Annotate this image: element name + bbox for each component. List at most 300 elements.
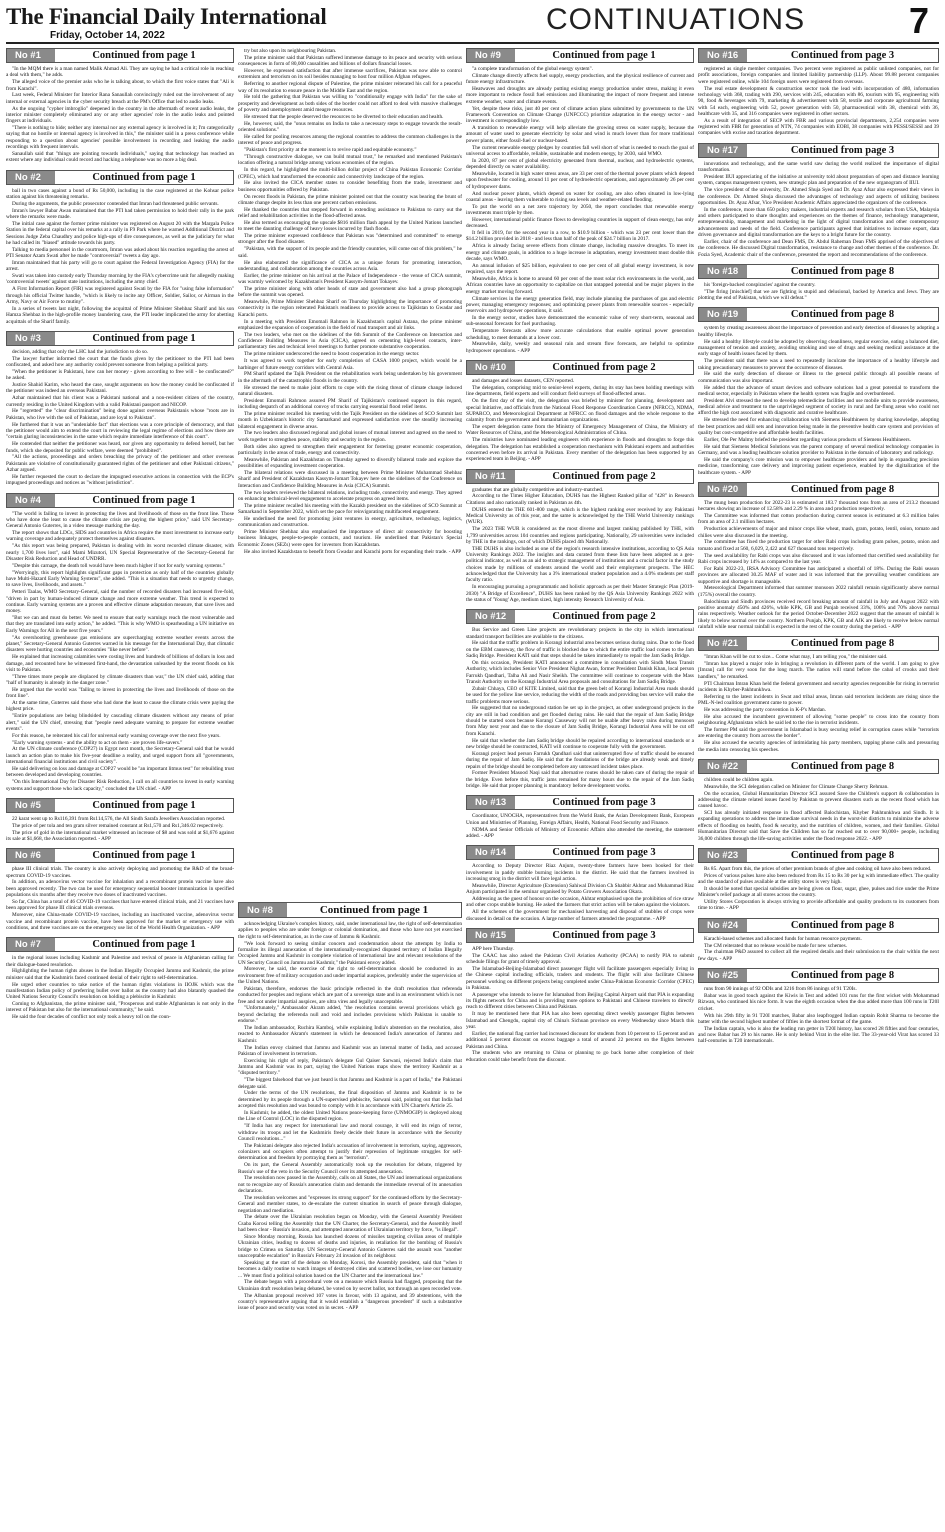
- story-paragraph: He thanked the countries that stepped forward in extending assistance to Pakistan to carry out the relief and rehabilitation activities in the flood-affected areas.: [238, 206, 462, 220]
- story-paragraph: "a complete transformation of the global energy system".: [472, 66, 594, 72]
- story-paragraph: He also termed as encouraging the upscale $816 million flash appeal by the United Nations launched to meet the daunting challenge of heavy losses incurred by flash floods.: [238, 219, 462, 233]
- story-paragraph: The alleged voice of the premier asks who he is talking about, to which the first voice states that "Ali is from Karachi".: [6, 79, 234, 92]
- continuation-story: [6, 331, 234, 487]
- story-paragraph: Imran maintained that his party will go to court against the Federal Investigation Agency (FIA) for the arrest.: [6, 259, 234, 273]
- story-paragraph: and damages and losses datasets, CEN reported.: [472, 378, 575, 385]
- story-paragraph: For Rabi 2022-23, IRSA Advisory Committee has anticipated a shortfall of 18%. During the Rabi season provinces are allocated 30.25 MAF of water and it was informed that the prevailing weather conditions are supportive and shortage is manageable.: [698, 565, 939, 585]
- story-paragraph: It should be noted that special subsidies are being given on flour, sugar, ghee, pulses and rice under the Prime Minister's relief package at all stores across the country.: [698, 885, 939, 899]
- story-paragraph: President Alvi stressed the need to develop telemedicine facilities and use mobile units to provide awareness, medical advice and treatment to the unprivileged segment of society in rural and far-flung areas who could not afford the high cost associated with diagnostic and curative healthcare.: [698, 397, 939, 417]
- story-continued-from: Continued from page 3: [552, 847, 656, 859]
- story-paragraph: He said the early detection of disease or illness to the general public through all possible means of communication was also important.: [698, 371, 939, 384]
- story-paragraph: For this reason, he reiterated his call for universal early warning coverage over the next five years.: [12, 732, 221, 739]
- story-continued-from: Continued from page 1: [92, 799, 196, 811]
- story-header: [238, 902, 462, 918]
- story-paragraph: Climate services in the energy generation field, may include planning the purchases of gas and electric power, managing emergency responses; and optimizing power plants from renewable sources - especially reservoirs and hydropower operations, it said.: [466, 295, 694, 315]
- story-paragraph: Yet, despite these risks, just 40 per cent of climate action plans submitted by governments to the UN Framework Convention on Climate Change (UNFCCC) prioritize adaptation in the energy sector - and investment is correspondingly low.: [466, 105, 694, 125]
- story-paragraph: During the arguments, the public prosecutor contended that Imran had threatened public servants.: [12, 200, 219, 207]
- story-header: [698, 48, 939, 63]
- story-paragraph: Utility Stores Corporation is always striving to provide affordable and quality products to its customers from time to time. - APP: [698, 899, 939, 912]
- story-paragraph: At the UN climate conference (COP27) in Egypt next month, the Secretary-General said that he would launch an action plan to make his five-year deadline a reality, and urged support from all "governments, international financial institutions and civil society".: [6, 746, 234, 766]
- story-paragraph: Referring to another regional dispute of Palestine, the prime minister reiterated his call for a peaceful way of its resolution to ensure peace in the Middle East and the region.: [238, 81, 462, 94]
- continuation-story: [698, 848, 939, 912]
- story-paragraph: He stressed the need for enhancing collaboration with Siemens Healthineers by sharing knowledge, adopting the best practices and skill sets and innovation being made in the preventive health care system and provision of quality but cost-competitive and affordable health facilities.: [698, 417, 939, 436]
- story-paragraph: APP here Thursday.: [472, 945, 515, 952]
- story-number-tag: No #2: [7, 171, 55, 184]
- continuation-story: [6, 848, 234, 931]
- story-paragraph: 22 karat went up to Rs116,391 from Rs114,576, the All Sindh Sarafa Jewellers Association reported.: [12, 815, 226, 822]
- story-number-tag: No #17: [699, 144, 747, 157]
- story-paragraph: So far, China has a total of 46 COVID-19 vaccines that have entered clinical trials, and 21 vaccines have been approved for phase III clinical trials overseas.: [6, 898, 234, 912]
- column-4: [698, 48, 939, 1526]
- story-continued-from: Continued from page 2: [552, 362, 656, 374]
- story-paragraph: his 'foreign-backed conspiracies' against the country.: [704, 281, 816, 288]
- story-paragraph: runs from 90 innings of 92 ODIs and 3216 from 86 innings of 91 T20Is.: [704, 986, 857, 993]
- story-paragraph: The price of per tola and ten gram silver remained constant at Rs1,570 and Rs1,346.02 respectively.: [12, 822, 224, 829]
- story-paragraph: Climate change directly affects fuel supply, energy production, and the physical resilience of current and future energy infrastructure.: [466, 72, 694, 86]
- story-paragraph: A passenger who intends to leave for Islamabad from Beijing Capital Airport said that PIA is expanding its flights network for China and is providing more options to Pakistani and Chinese travelers to directly reach to different cities between China and Pakistan.: [466, 991, 694, 1011]
- story-paragraph: In a series of tweets last night, following the acquittal of Prime Minister Shehbaz Sharif and his son Hamza Shehbaz in the high-profile money laundering case, the PTI leader implicated the army for abetting acquittals of the Sharif family.: [6, 305, 234, 325]
- story-paragraph: In a meeting with President Emomali Rahmon in Kazakhstan's capital Astana, the prime minister emphasized the expansion of cooperation in the field of road transport and air links.: [238, 318, 462, 331]
- story-paragraph: In encouraging pursuing a programmatic and holistic approach as per their Master Strategic Plan (2019-2030) "A Bridge of Excellence", DUHS has been ranked by the QS Asia University Rankings 2022 with the status of 'Young' Age, medium sized, high intensity Research University of Asia.: [466, 584, 694, 603]
- story-header: [6, 331, 234, 346]
- continuation-story: [698, 143, 939, 258]
- story-header: [466, 795, 694, 810]
- story-paragraph: According to the Times Higher Education, DUHS has the Highest Ranked pillar of "428" in Research Citations and also nationally ranked in Pakistan as 4th.: [466, 493, 694, 506]
- story-continued-from: Continued from page 2: [552, 611, 656, 623]
- story-paragraph: The delegation, comprising mid to senior-level experts, during its stay has been holding meetings with line departments, field experts and will conduct field surveys of flood-affected areas.: [466, 384, 694, 398]
- story-number-tag: No #25: [699, 969, 747, 982]
- story-paragraph: He stressed the need to make joint efforts to cope with the rising threat of climate change induced natural disasters.: [238, 384, 462, 397]
- story-paragraph: Highlighting the human rights abuses in the Indian Illegally Occupied Jammu and Kashmir, the prime minister said that the Kashmiris faced continued denial of their right to self-determination.: [6, 968, 234, 981]
- story-paragraph: The CAAC has also asked the Pakistan Civil Aviation Authority (PCAA) to notify PIA to submit schedule filings for grant of timely approval.: [466, 952, 694, 966]
- story-paragraph: On recent floods in Pakistan, the prime minister pointed out that the country was bearing the brunt of climate change despite its less than one percent carbon emissions.: [238, 193, 462, 206]
- story-continued-from: Continued from page 8: [790, 265, 895, 277]
- newspaper-title: The Financial Daily International: [6, 4, 327, 29]
- story-paragraph: The two leaders also discussed regional and global issues of mutual interest and agreed on the need to work together to strengthen peace, stability and security in the region.: [238, 430, 462, 443]
- story-header: [6, 848, 234, 863]
- story-paragraph: The debate began with a procedural vote on a measure which Russia had flagged, proposing that the Ukrainian draft resolution being debated, be voted on by secret ballot, not through an open recorded vote.: [238, 1279, 462, 1292]
- story-paragraph: Meanwhile, Director Agriculture (Extension) Sahiwal Division Ch Shabbir Akhtar and Muhammad Riaz Anjum participated in the seminar organised by Potato Growers Association Okara.: [466, 882, 694, 896]
- continuation-story: [6, 798, 234, 842]
- story-header: [698, 482, 939, 497]
- story-paragraph: Under the terms of the UN resolutions, the final disposition of Jammu and Kashmir is to be determined by its people through a UN-supervised plebiscite, Sarwani said, pointing out that India had accepted this resolution and was bound to comply with it in accordance with UN Charter's Article 25.: [238, 1090, 462, 1110]
- story-continued-from: Continued from page 8: [790, 849, 895, 861]
- story-number-tag: No #5: [7, 799, 55, 812]
- story-paragraph: He also elaborated the significance of CICA as a unique forum for promoting interaction, understanding, and collaboration among the countries across Asia.: [238, 259, 462, 272]
- story-paragraph: Rs 85. Apart from this, the prices of other premium brands of ghee and cooking oil have also been reduced.: [704, 865, 932, 872]
- story-header: [466, 48, 694, 63]
- story-paragraph: "Worryingly, this report highlights significant gaps in protection as only half of the countries globally have Multi-Hazard Early Warning Systems", she added. "This is a situation that needs to urgently change, to save lives, livelihoods, and assets.": [6, 569, 234, 589]
- story-number-tag: No #22: [699, 760, 747, 773]
- story-paragraph: The ministries have nominated leading engineers with experience in floods and droughts to forge this delegation. The delegation has established a cooperation mechanism with Pakistani experts and authorities concerned even before its arrival in Pakistan. Every member of the delegation has been supported by an experienced team in Beijing. - APP: [466, 437, 694, 463]
- story-paragraph: He argued that the world was "failing to invest in protecting the lives and livelihoods of those on the front line".: [6, 686, 234, 700]
- story-paragraph: The mung bean production for 2022-23 is estimated at 183.7 thousand tons from an area of 213.2 thousand hectares showing an increase of 12.58% and 2.29 % in area and production respectively.: [698, 499, 939, 513]
- story-paragraph: The CM reiterated that no release would be made for new schemes.: [704, 942, 847, 949]
- story-paragraph: Moreover, he said, the exercise of the right to self-determination should be conducted in an environment free of military occupation and under impartial auspices, preferably under the supervision of the United Nations.: [238, 966, 462, 986]
- story-paragraph: He said the four decades of conflict not only took a heavy toll on the coun-: [12, 1014, 171, 1021]
- story-paragraph: The vice president of the university, Dr. Ahmed Shuja Syed and Dr. Ayaz Afsar also expressed their views in the conference. Dr. Ahmed Shuja discussed the advantages of technology and aspects of utilizing business opportunities. Dr. Ayaz Afsar, Vice President Academic Affairs appreciated the organizers of the conference.: [698, 187, 939, 206]
- continuation-story: [698, 636, 939, 753]
- story-paragraph: The expert delegation came from the Ministry of Emergency Management of China, the Ministry of Water Resources of China, and the Meteorological Administration of China.: [466, 424, 694, 437]
- story-paragraph: DUHS entered the THE 601-800 range, which is the highest ranking ever received by any Pakistani Medical University as of this year, and the same is acknowledged by the THE World University rankings (WUR).: [466, 506, 694, 526]
- story-paragraph: And nuclear power plants, which depend on water for cooling, are also often situated in low-lying coastal areas - leaving them vulnerable to rising sea levels and weather-related flooding.: [466, 190, 694, 203]
- continuation-story: [466, 469, 694, 604]
- story-paragraph: phase III clinical trials. The country is also actively deploying and promoting the R&D of the broad-spectrum COVID-19 vaccines.: [6, 866, 234, 879]
- story-paragraph: Both sides also agreed to strengthen their engagement for fostering greater economic cooperation, particularly in the areas of trade, energy and connectivity.: [238, 443, 462, 456]
- story-header: [466, 845, 694, 860]
- story-paragraph: He explained that increasing calamities were costing lives and hundreds of billions of dollars in loss and damage, and recounted how he witnessed first-hand, the devastation unleashed by the recent floods on his visit to Pakistan.: [6, 654, 234, 673]
- story-paragraph: He underlined the need for promoting joint ventures in energy, agriculture, technology, logistics, communication and construction.: [238, 515, 462, 529]
- story-paragraph: He furthered that it was an "undeniable fact" that elections was a core principle of democracy, and that the petitioner would aim to extend the court in reviewing the legal regime of elections and how there are "certain glaring inconsistencies in the same which require immediate interference of this court".: [6, 421, 234, 441]
- story-number-tag: No #12: [467, 610, 515, 623]
- story-paragraph: An annual infusion of $25 billion, equivalent to one per cent of all global energy investment, is now required, says the report.: [466, 262, 694, 276]
- story-paragraph: Last week, Federal Minister for Interior Rana Sanaullah convincingly ruled out the involvement of any internal or external agencies in the cyber security breach at the PM's Office that led to audio leaks.: [6, 92, 234, 105]
- story-paragraph: SCI has already initiated response in flood affected Balochistan, Khyber Pakhtunkhwa and Sindh. It is expanding operations to address the immediate survival needs in the worst-hit districts to minimize the adverse effects of flooding on health, food & security, and the nutrition of children, women, and their families. Global Humanitarian Director said that Save the Children has so far reached out to over 90,000+ people, including 36,000 children through the life-saving activities under the flood response 2022. - APP: [698, 810, 939, 842]
- story-paragraph: Earlier, Ole Per Malmy briefed the president regarding various products of Siemens Healthineers.: [704, 436, 911, 443]
- story-paragraph: Earlier, chair of the conference and Dean FMS, Dr. Abdul Raheman Dean FMS apprised of the objectives of the conference. He discussed Digital transformation, resistance to change and other themes of the conference. Dr. Fozia Syed, Academic chair of the conference, presented the report and recommendations of the conference.: [698, 238, 939, 258]
- story-header: [6, 170, 234, 185]
- story-paragraph: Meanwhile, the SCI delegation called on Minister for Climate Change Sherry Rehman.: [704, 783, 889, 790]
- story-header: [698, 968, 939, 983]
- story-paragraph: innovations and technology, and the same world saw during the world realized the importance of digital transformation.: [698, 160, 939, 174]
- story-number-tag: No #10: [467, 361, 515, 374]
- story-number-tag: No #20: [699, 483, 747, 496]
- story-paragraph: On this occasion, President KATI announced a committee in consultation with Sindh Mass Transit Authority, which includes Senior Vice President Nighat Awan, former President Danish Khan, local person Farrukh Qandhari, Talha Ali and Nasir Sheikh. The committee will continue to cooperate with the Mass Transit Authority on the Korangi Industrial Area proposals and consultations for Jam Sadiq Bridge.: [466, 660, 694, 686]
- story-paragraph: He said a healthy lifestyle could be adopted by observing cleanliness, regular exercise, eating a balanced diet, management of tension and anxiety, avoiding smoking and use of drugs and seeking medical assistance at the early stage of health issues faced by them.: [698, 338, 939, 358]
- story-paragraph: system by creating awareness about the importance of prevention and early detection of diseases by adopting a healthy lifestyle.: [698, 325, 939, 338]
- continuation-story: [466, 845, 694, 922]
- continuation-story: [466, 795, 694, 839]
- story-paragraph: Coming to Afghanistan, the prime minister said, "Prosperous and stable Afghanistan is not only in the interest of Pakistan but also for the international community," he said.: [6, 1001, 234, 1014]
- story-header: [6, 937, 234, 952]
- story-number-tag: No #6: [7, 849, 55, 862]
- story-paragraph: The prime minister along with other heads of state and government also had a group photograph before the summit was opened.: [238, 285, 462, 299]
- story-paragraph: The debate over the Ukrainian resolution began on Monday, with the General Assembly President Csaba Korosi telling the Assembly that the UN Charter, the Secretary-General, and the Assembly itself had been clear - Russia's invasion, and attempted annexation of Ukrainian territory by force, "is illegal".: [238, 1214, 462, 1234]
- story-paragraph: The resolution now passed in the Assembly, calls on all States, the UN and international organizations not to recognize any of Russia's annexation claim and demands the immediate reversal of its annexation declaration.: [238, 1175, 462, 1195]
- story-paragraph: bail in two cases against a bond of Rs 50,000, including in the case registered at the Kohsar police station against his threatening remarks.: [6, 187, 234, 200]
- story-paragraph: He suggested that no underground station be set up in the project, as other underground projects in the city are still in bad condition and get flooded during rains. He said that the repair of Jam Sadiq Bridge should be started soon because Korangi Causeway will not be usable after heavy rains during monsoon from May next year and due to the closure of Jam Sadiq Bridge, Korangi Industrial Area will be cut off from Karachi.: [466, 705, 694, 737]
- story-paragraph: The prime minister expressed confidence that Pakistan was "determined and committed" to emerge stronger after the flood disaster.: [238, 233, 462, 246]
- story-paragraph: Africa is already facing severe effects from climate change, including massive droughts. To meet its energy and climate goals, in addition to a huge increase in adaptation, energy investment must double this decade, says WMO.: [466, 243, 694, 262]
- story-paragraph: Coordinator, UNOCHA, representatives from the World Bank, the Asian Development Bank, European Union and Ministries of Planning, Foreign Affairs, Health, National Food Security and Finance.: [466, 813, 694, 826]
- story-paragraph: The Pakistani delegate also rejected India's accusation of involvement in terrorism, saying, aggressors, colonizers and occupiers often attempt to justify their repression of legitimate struggles for self-determination and freedom by portraying them as "terrorism".: [238, 1142, 462, 1162]
- story-paragraph: "Pakistan's first priority at the moment is to revive rapid and equitable economy.": [244, 147, 417, 154]
- continuation-story: [466, 609, 694, 789]
- story-number-tag: No #7: [7, 938, 55, 951]
- story-paragraph: Talking to media personnel in the courtroom, Imran was asked about his reaction regarding the arrest of PTI Senator Azam Swati after he made "controversial" tweets a day ago.: [6, 246, 234, 260]
- story-paragraph: Meanwhile, located in high water stress areas, are 33 per cent of the thermal power plants which depend upon freshwater for cooling, around 11 per cent of hydroelectric operations, and approximately 26 per cent of hydropower dams.: [466, 171, 694, 190]
- story-paragraph: Meanwhile, Prime Minister Shehbaz Sharif on Thursday highlighting the importance of promoting connectivity in the region reiterated Pakistan's readiness to provide access to Tajikistan to Gwadar and Karachi ports.: [238, 299, 462, 318]
- story-paragraph: He added that the advance of smart devices and software solutions had a great potential to transform the medical sector, especially in Pakistan where the health system was fragile and overburdened.: [698, 384, 939, 397]
- story-paragraph: "There is nothing to hide; neither any internal nor any external agency is involved in it; I'm categorically saying that no hostile or internal agency is involved in this," the minister said in a press conference while responding to a question about agencies' possible involvement in recording and leaking the audio recordings with frequent intervals.: [6, 125, 234, 151]
- story-number-tag: No #11: [467, 470, 515, 483]
- story-header: [6, 48, 234, 63]
- story-paragraph: "On this International Day for Disaster Risk Reduction, I call on all countries to invest in early warning systems and support those who lack capacity," concluded the UN chief. - APP: [6, 779, 234, 792]
- story-paragraph: "We look forward to seeing similar concern and condemnation about the attempts by India to formalize its illegal annexation of the internationally-recognized disputed territory of Indian Illegally Occupied Jammu and Kashmir in complete violation of international law and relevant resolutions of the UN Security Council on Jammu and Kashmir," the Pakistani envoy added.: [238, 940, 462, 966]
- story-paragraph: PTI Chairman Imran Khan held the federal government and security agencies responsible for rising in terrorist incidents in Khyber-Pakhtunkhwa.: [698, 680, 939, 693]
- continuation-story: [698, 918, 939, 962]
- story-paragraph: Production achievements of major and minor crops like wheat, mash, gram, potato, lentil, onion, tomato and chilies were also discussed in the meeting.: [698, 526, 939, 539]
- story-paragraph: According to Deputy Director Riaz Anjum, twenty-three farmers have been booked for their involvement in paddy stubble burning incidents in the district. He said that the farmers involved in increasing smog in the district will face legal action.: [466, 863, 694, 882]
- story-paragraph: The price of gold in the international market witnessed an increase of $8 and was sold at $1,676 against its sale at $1,668, the Association reported. - APP: [6, 829, 234, 842]
- story-continued-from: Continued from page 1: [92, 494, 196, 506]
- story-paragraph: "Pakistan, with the support of its people and the friendly countries, will come out of this problem," he said.: [238, 246, 462, 259]
- story-header: [698, 264, 939, 279]
- story-number-tag: No #13: [467, 796, 515, 809]
- story-paragraph: "But we can and must do better. We need to ensure that early warnings reach the most vulnerable and that they are translated into early action," he added. "This is why WMO is spearheading a UN initiative on Early Warnings for All in the next five years.": [6, 615, 234, 634]
- story-paragraph: However, he expressed satisfaction that after immense sacrifices, Pakistan was now able to control extremism and terrorism on its soil besides managing to host four million Afghan refugees.: [238, 68, 462, 81]
- story-paragraph: "When the petitioner is Pakistani, how can her money - given according to free will - be confiscated?" he asked.: [6, 368, 234, 382]
- story-paragraph: The 2023 THE WUR is considered as the most diverse and largest ranking published by THE, with 1,799 universities across 104 countries and regions participating. Nationally, 29 universities were included by THE in the rankings, out of which DUHS placed 4th Nationally.: [466, 526, 694, 545]
- story-paragraph: acknowledging Ukraine's complex history, said, under international law, the right of self-determination applies to peoples who are under foreign or colonial domination, and those who have not yet exercised the right to self-determination, as in the case of Jammu & Kashmir.: [238, 921, 462, 940]
- story-paragraph: In 2020, 87 per cent of global electricity generated from thermal, nuclear, and hydroelectric systems, depended directly on water availability.: [466, 157, 694, 171]
- story-paragraph: Addressing as the guest of honour on the occasion, Akhtar emphasised upon the prohibition of rice straw and other crops stubble burning. He asked the farmers that strict action will be taken against the violators.: [466, 895, 694, 909]
- story-paragraph: The two leaders, who met on the sidelines of the 6th Summit of the Conference on Interaction and Confidence Building Measures in Asia (CICA), agreed on cementing high-level contacts, inter-parliamentary ties and technical level meetings to further promote substantive cooperation.: [238, 331, 462, 351]
- story-paragraph: The prime minister recalled his meeting with the Tajik President on the sidelines of SCO Summit last month in Uzbekistan's historic city Samarkand and expressed satisfaction over the steadily increasing bilateral engagement in diverse areas.: [238, 410, 462, 430]
- story-paragraph: "Entire populations are being blindsided by cascading climate disasters without any means of prior alert," said the UN chief, stressing that "people need adequate warning to prepare for extreme weather events".: [6, 713, 234, 732]
- story-header: [698, 848, 939, 863]
- masthead: [6, 0, 939, 44]
- story-paragraph: He said that Siemens Medical Solutions was the parent company of several medical technology companies in Germany, and was a leading healthcare solution provider to Pakistan in the domain of laboratory and radiology.: [698, 443, 939, 456]
- continuation-story: [6, 48, 234, 164]
- story-paragraph: Earlier, the prime minister on his arrival at the Palace of Independence - the venue of CICA summit, was warmly welcomed by Kazakhstan's President Kassym-Jomart Tokayev.: [238, 272, 462, 286]
- story-header: [698, 636, 939, 651]
- continuation-story: [698, 759, 939, 842]
- story-paragraph: The Albanian proposal received 107 votes in favour, with 13 against, and 39 abstentions, with the country's representative arguing that it would establish a "dangerous precedent" if such a substantive issue of peace and security was voted on in secret. - APP: [238, 1292, 462, 1312]
- story-continued-from: Continued from page 1: [92, 939, 196, 951]
- story-paragraph: Meanwhile, daily, weekly and seasonal rain and stream flow forecasts, are helpful to optimize hydropower operations. - APP: [466, 341, 694, 354]
- page-number: 7: [908, 0, 929, 41]
- story-paragraph: "If India has any respect for international law and moral courage, it will end its reign of terror, withdraw its troops and let the Kashmiris freely decide their future in accordance with the Security Council resolutions...": [238, 1123, 462, 1142]
- story-paragraph: In the energy sector, studies have demonstrated the economic value of very short-term, seasonal and sub-seasonal forecasts for fuel purchasing.: [466, 315, 694, 328]
- story-paragraph: On the first day of the visit, the delegation was briefed by minister for planning, development and special Initiative, and officials from the National Flood Response Coordination Centre (NFRCC), NDMA, SUPARCO, and Meteorological Department at NFRCC on flood damages and the whole response to the calamity from the government and humanitarian organizations.: [466, 398, 694, 424]
- story-paragraph: He, however, said, the "onus remains on India to take a necessary steps to engage towards the result-oriented solutions.": [238, 120, 462, 134]
- story-paragraph: PM Sharif updated the Tajik President on the rehabilitation work being undertaken by his government in the aftermath of the catastrophic floods in the country.: [238, 371, 462, 384]
- story-header: [6, 493, 234, 508]
- story-paragraph: "Unfortunately," Ambassador Akram added, "the resolution contains several provisions which go beyond declaring the referenda null and void and includes provisions which Pakistan is unable to endorse.": [238, 1005, 462, 1025]
- story-paragraph: Meanwhile, Pakistan and Kazakhstan on Thursday agreed to diversify bilateral trade and explore the possibilities of expanding investment cooperation.: [238, 456, 462, 470]
- story-paragraph: The seed availability for Rabi crops was also discussed and it was informed that certified seed availability for Rabi crops increased by 14% as compared to the last year.: [698, 552, 939, 565]
- story-paragraph: "Three times more people are displaced by climate disasters than war," the UN chief said, adding that "half of humanity is already in the danger zone.": [6, 673, 234, 687]
- story-header: [466, 928, 694, 943]
- story-paragraph: The initial case against the former prime minister was registered on August 20 with the Margala Police Station in the federal capital over his remarks at a rally in F9 Park where he warned Additional District and Sessions Judge Zeba Chaudhry and police high-ups of dire consequences, as well as the judiciary for what he had called its "biased" attitude towards his party.: [6, 220, 234, 246]
- story-paragraph: Balochistan and Sindh provinces received record breaking amount of rainfall in July and August 2022 with positive anomaly 450% and 426%, while KPK, GB and Punjab received 33%, 106% and 70% above normal rains respectively. Weather outlook for the period October-December 2022 suggest that the amount of rainfall is likely to below normal over the country. Northern Punjab, KPK, GB and AJK are likely to receive below normal rainfall while near normal rainfall is expected in the rest of the country during the period. - APP: [698, 598, 939, 630]
- story-paragraph: In this regard, he highlighted the multi-billion dollar project of China Pakistan Economic Corridor (CPEC), which had transformed the economic and connectivity landscape of the region.: [238, 167, 462, 180]
- story-continued-from: Continued from page 1: [92, 332, 196, 344]
- story-paragraph: Meanwhile, Africa is home to around 60 per cent of the most solar rich environments in the world, and African countries have an opportunity to capitalize on that untapped potential and be major players in the energy market moving forward.: [466, 276, 694, 295]
- story-paragraph: The real estate development & construction sector took the lead with incorporation of 480, information technology with 368, trading with 290, services with 245, education with 86, tourism with 95, engineering with 90, food & beverages with 79, marketing & advertisement with 58, textile and corporate agricultural farming with 54 each, engineering with 52, power generation with 50, pharmaceutical with 38, chemical with 36, healthcare with 35, and 316 companies were registered in other sectors.: [698, 85, 939, 117]
- story-paragraph: He urged other countries to take notice of the human rights violations in IIOJK which was the manifestation Indian policy of preferring bullet over ballot as the country had also blatantly quashed the United Nations Security Council's resolution on holding a plebiscite in Kashmir.: [6, 981, 234, 1001]
- continuation-story: [466, 928, 694, 1063]
- story-continued-from: Continued from page 8: [790, 919, 895, 931]
- story-continued-from: Continued from page 3: [552, 929, 656, 941]
- story-number-tag: No #3: [7, 332, 55, 345]
- story-paragraph: Petteri Taalas, WMO Secretary-General, said the number of recorded disasters had increased five-fold, "driven in part by human-induced climate change and more extreme weather. This trend is expected to continue. Early warning systems are a proven and effective climate adaptation measure, that save lives and money.: [6, 589, 234, 615]
- story-paragraph: In addition, an adenovirus vector vaccine for inhalation and a recombinant protein vaccine have also been approved recently. The two can be used for emergency sequential booster immunization in specified populations six months after they receive two doses of inactivated vaccines.: [6, 879, 234, 899]
- story-paragraph: "The biggest falsehood that we just heard is that Jammu and Kashmir is a part of India," the Pakistani delegate said.: [238, 1077, 462, 1090]
- story-paragraph: With his 29th fifty in 91 T20I matches, Babar also leapfrogged Indian captain Rohit Sharma to become the batter with the second highest number of fifties in the shortest format of the game.: [698, 1012, 939, 1025]
- story-paragraph: He also invited the CICA member states to consider benefiting from the trade, investment and business opportunities offered by Pakistan.: [238, 180, 462, 193]
- story-paragraph: NDMA and Senior Officials of Ministry of Economic Affairs also attended the meeting, the statement added. - APP: [466, 826, 694, 839]
- story-paragraph: On the occasion, Global Humanitarian Director SCI assured Save the Children's support & collaboration in addressing the climate related issues faced by Pakistan to prevent disasters such as the recent flood which has caused havoc.: [698, 790, 939, 810]
- story-continued-from: Continued from page 8: [790, 309, 895, 321]
- story-paragraph: The bilateral relations were discussed in a meeting between Prime Minister Muhammad Shehbaz Sharif and President of Kazakhstan Kassym-Jomart Tokayev here on the sidelines of the Conference on Interaction and Confidence Building Measures in Asia (CICA) Summit.: [238, 470, 462, 489]
- story-paragraph: The two leaders reviewed the bilateral relations, including trade, connectivity and energy. They agreed on enhancing technical-level engagement to accelerate progress on agreed items.: [238, 489, 462, 502]
- story-header: [698, 143, 939, 158]
- story-paragraph: The students who are returning to China or planning to go back home after completion of their education could take benefit from the discount.: [466, 1050, 694, 1063]
- continuation-story: [698, 307, 939, 475]
- story-number-tag: No #4: [7, 494, 55, 507]
- story-number-tag: No #14: [467, 846, 515, 859]
- continuation-story: [698, 48, 939, 137]
- story-paragraph: All the schemes of the government for mechanised harvesting and disposal of stubbles of crops were discussed in detail on the occasion. A large number of farmers attended the programme. - APP: [466, 909, 694, 922]
- story-paragraph: THE DUHS is also included as one of the region's research intensive institutions, according to QS Asia University Rankings 2022. The insights and data curated from these lists have been adopted as a geo-political indicator, as well as an aid to strategic management of institutions and a crucial factor in the study choices made by millions of students around the world and their employment prospects. The HEC acknowledged that the University has a 3% international student population and a 4.0% students per staff faculty ratio.: [466, 545, 694, 584]
- story-continued-from: Continued from page 8: [790, 970, 895, 982]
- continuation-story: [238, 48, 462, 555]
- continuation-story: [698, 482, 939, 630]
- story-paragraph: "Despite this carnage, the death toll would have been much higher if not for early warning systems.": [12, 562, 225, 569]
- story-continued-from: Continued from page 1: [319, 904, 429, 916]
- story-paragraph: Temperature forecasts allow more accurate calculations that enable optimal power generation scheduling, to meet demands at a lower cost.: [466, 328, 694, 341]
- story-paragraph: A transition to renewable energy will help alleviate the growing stress on water supply, because the amount of water used to generate electricity by solar and wind is much lower than for more traditional power plants, either fossil-fuel or nuclear-based.: [466, 125, 694, 144]
- story-paragraph: The Indian envoy claimed that Jammu and Kashmir was an internal matter of India, and accused Pakistan of involvement in terrorism.: [238, 1044, 462, 1057]
- story-paragraph: "Imran Khan will be cut to size... Come what may, I am telling you," the minister said.: [704, 654, 888, 661]
- story-header: [466, 609, 694, 624]
- story-paragraph: In Kashmir, he added, the oldest United Nations peace-keeping force (UNMOGIP) is deployed along the Line of Control (LOC) in the disputed region.: [238, 1109, 462, 1123]
- story-paragraph: To put the world on a net zero trajectory by 2050, the report concludes that renewable energy investments must triple by then.: [466, 203, 694, 217]
- story-paragraph: Zubair Chhaya, CEO of KITE Limited, said that the green belt of Korangi Industrial Area roads should be used for the yellow line service, reducing the width of the roads and providing bus service will make the traffic problems more serious.: [466, 685, 694, 705]
- section-title: CONTINUATIONS: [546, 3, 806, 36]
- story-paragraph: He said that whether the Jam Sadiq bridge should be repaired according to international standards or a new bridge should be constructed, KATI will continue to cooperate fully with the government.: [466, 737, 694, 750]
- story-paragraph: The resolution welcomes and "expresses its strong support" for the continued efforts by the Secretary-General and member states, to de-escalate the current situation in search of peace through dialogue, negotiation and mediation.: [238, 1194, 462, 1214]
- story-paragraph: He also invited Kazakhstan to benefit from Gwadar and Karachi ports for expanding their trade. - APP: [244, 548, 462, 555]
- story-paragraph: A First Information Report (FIR) was registered against Swati by the FIA for "using false information" through his official Twitter handle, "which is likely to incite any Officer, Soldier, Sailor, or Airman in the Army, Navy or Air Force to mutiny".: [6, 286, 234, 305]
- column-1: [6, 48, 234, 1526]
- column-3: [466, 48, 694, 1526]
- story-paragraph: He also accused the security agencies of intimidating his party members, tapping phone calls and pressuring the media into censoring his speeches.: [698, 740, 939, 753]
- story-header: [698, 307, 939, 322]
- story-paragraph: He stressed that the people deserved the resources to be diverted to their education and health.: [244, 113, 444, 120]
- story-paragraph: graduates that are globally competitive and industry-matched.: [472, 486, 604, 493]
- story-continued-from: Continued from page 8: [790, 483, 895, 495]
- story-paragraph: The prime minister recalled his meeting with the Kazakh president on the sidelines of SCO Summit at Samarkand in September 2022, which set the pace for reinvigorating multifaceted engagement.: [238, 502, 462, 516]
- story-paragraph: In the conference, more than 650 policy makers, industrial experts and research scholars from USA, Malaysia and others participated to share thoughts and experiences on the themes of finance, technology management, entrepreneurship, management and marketing in the light of digital transformation and other contemporary advancements and needs of the field. Conference participants agreed that initiatives to increase export, data driven governance and digital transformation are the keys to a bright future for the country.: [698, 206, 939, 239]
- continuation-story: [6, 170, 234, 325]
- column-2-lower-story: [238, 902, 462, 1526]
- continuation-story: [238, 902, 462, 1312]
- story-paragraph: Earlier, the national flag carrier had increased discount for students from 10 percent to 15 percent and an additional 5 percent discount on excess baggage a total of around 22 percent on the flights between Pakistan and China.: [466, 1030, 694, 1050]
- story-number-tag: No #16: [699, 49, 747, 62]
- story-paragraph: Moreover, nine China-made COVID-19 vaccines, including an inactivated vaccine, adenovirus vector vaccine and recombinant protein vaccine, have been approved for the market or emergency use with conditions, and three vaccines are on the emergency use list of the World Health Organization. - APP: [6, 912, 234, 931]
- story-paragraph: Sanaullah said that "things are pointing towards individuals," saying that technology has reached an extent where any individual could record and hacking a telephone was no more a big deal.: [6, 150, 234, 164]
- story-continued-from: Continued from page 1: [92, 50, 196, 61]
- story-paragraph: Azhar maintained that his client was a Pakistani national and a non-resident citizen of the country, currently residing in the United Kingdom with a valid Pakistani passport and NICOP.: [6, 395, 234, 408]
- story-number-tag: No #15: [467, 929, 515, 942]
- story-paragraph: The former PM said the government in Islamabad is busy securing relief in corruption cases while "terrorists are entering the country from across the border".: [698, 727, 939, 740]
- story-paragraph: As a result of integration of SECP with FBR and various provincial departments, 2,254 companies were registered with FBR for generation of NTN, 74 companies with EOBI, 38 companies with PESSI/SESSI and 39 companies with excise and taxation department.: [698, 117, 939, 137]
- continuation-story: [6, 937, 234, 1020]
- story-continued-from: Continued from page 3: [790, 50, 895, 61]
- story-paragraph: He said the company's core mission was to empower healthcare providers and help in expanding precision medicine, transforming care delivery and improving patient experience, enabled by the digitalization of the healthcare system. - APP: [698, 456, 939, 476]
- story-paragraph: "All the actions, proceedings and orders breaching the privacy of the petitioner and other overseas Pakistanis are violative of constitutionally guaranteed rights of the petitioner and other Pakistani citizens," Azhar argued.: [6, 454, 234, 474]
- story-paragraph: Bus Service and Green Line projects are revolutionary projects in the city in which international standard transport facilities are available to the citizens.: [466, 627, 694, 640]
- story-paragraph: The Indian captain, who is also the leading run getter in T20I history, has scored 28 fifties and four centuries, and now Babar has 29 to his name. He is only behind Virat in the elite list. The 33-year-old Virat has scored 33 half-centuries in T20 internationals.: [698, 1025, 939, 1045]
- story-header: [698, 759, 939, 774]
- story-paragraph: Pakistan, therefore, endorses the basic principle reflected in the draft resolution that referenda conducted for peoples and regions which are part of a sovereign state and in an environment which is not free and not under impartial auspices, are ultra vires and legally unacceptable.: [238, 985, 462, 1005]
- story-paragraph: Heatwaves and droughts are already putting existing energy production under stress, making it even more important to reduce fossil fuel emissions and illuminating the impact of more frequent and intense extreme weather, water and climate events.: [466, 86, 694, 105]
- story-number-tag: No #1: [7, 49, 55, 62]
- story-paragraph: "As this report was being prepared, Pakistan is dealing with its worst recorded climate disaster, with nearly 1,700 lives lost", said Mami Mizutori, UN Special Representative of the Secretary-General for Disaster Risk Reduction and Head of UNDRR.: [6, 543, 234, 562]
- continuation-story: [698, 264, 939, 302]
- story-paragraph: He "regretted" the "clear discrimination" being done against overseas Pakistanis whose "roots are in Pakistan, who live with the soil of Pakistan, and are loyal to Pakistan".: [6, 408, 234, 421]
- issue-date: Friday, October 14, 2022: [50, 30, 165, 41]
- story-continued-from: Continued from page 1: [92, 171, 196, 183]
- story-paragraph: President IIUI appreciating of the initiative at university told about preparation of open and distance learning system, campus management system, new strategic plan and preparation of the new organogram of IIUI.: [698, 173, 939, 187]
- story-paragraph: He said delivering on loss and damage at COP27 would be "an important litmus test" for rebuilding trust between developed and developing countries.: [6, 766, 234, 779]
- story-header: [466, 469, 694, 484]
- story-continued-from: Continued from page 1: [552, 50, 656, 61]
- story-paragraph: try but also upon its neighbouring Pakistan.: [244, 48, 337, 54]
- story-header: [6, 798, 234, 813]
- story-paragraph: registered as single member companies. Two percent were registered as public unlisted companies, not for profit associations, foreign companies and limited liability partnership (LLP). About 99.88 percent companies were registered online, while 104 foreign users were registered from overseas.: [698, 66, 939, 85]
- story-number-tag: No #18: [699, 265, 747, 278]
- story-paragraph: Justice Shahid Karim, who heard the case, sought arguments on how the money could be confiscated if the petitioner was indeed an overseas Pakistani.: [6, 382, 234, 395]
- story-paragraph: "The firing [mischief] that we are fighting is stupid and delusional, backed by America and Jews. They are plotting the end of Pakistan, which we will defeat.": [698, 288, 939, 302]
- story-paragraph: Karachi-based schemes and allocated funds for human resource payments.: [704, 935, 862, 942]
- story-paragraph: children could be children again.: [704, 776, 774, 783]
- story-paragraph: "As overshooting greenhouse gas emissions are supercharging extreme weather events across the planet," Secretary-General Antonio Guterres warned in his message for the International Day, that climatic disasters were hurting countries and economies "like never before".: [6, 634, 234, 654]
- story-paragraph: Speaking at the start of the debate on Monday, Korosi, the Assembly president, said that "when it becomes a daily routine to watch images of destroyed cities and scattered bodies, we lose our humanity ... We must find a political solution based on the UN Charter and the international law.": [238, 1259, 462, 1279]
- story-paragraph: The Indian ambassador, Ruchira Kamboj, while explaining India's abstention on the resolution, also reacted to Ambassador Akram's statement in which he denounced India's annexation of Jammu and Kashmir.: [238, 1025, 462, 1044]
- story-paragraph: Babar was in good touch against the Kiwis in Test and added 101 runs for the first wicket with Mohammad Rizwan, who continued his nice form. It was the eighth occasion when the duo added more than 100 runs in T20I cricket.: [698, 992, 939, 1012]
- story-number-tag: No #21: [699, 637, 747, 650]
- story-continued-from: Continued from page 3: [552, 797, 656, 809]
- story-paragraph: The Islamabad-Beijing-Islamabad direct passenger flight will facilitate passengers especially living in the Chinese capital including officials, traders and students. The flight will also facilitate Chinese personnel working on different projects being completed under China-Pakistan Economic Corridor (CPEC) in Pakistan.: [466, 965, 694, 991]
- story-paragraph: The prime minister said that Pakistan suffered immense damage to its peace and security with serious consequences in form of 80,000 causalities and billions of dollars financial losses.: [238, 54, 462, 68]
- story-paragraph: He contended that neither the petitioner was heard, nor given any opportunity to defend herself, but her funds, which she deposited for public welfare, were deemed "prohibited".: [6, 441, 234, 454]
- story-paragraph: The prime minister underscored the need to boost cooperation in the energy sector.: [244, 351, 420, 358]
- story-header: [466, 360, 694, 375]
- story-paragraph: in the regional issues including Kashmir and Palestine and revival of peace in Afghanistan calling for their dialogue-based resolution.: [6, 955, 234, 968]
- story-paragraph: At the same time, Guterres said those who had done the least to cause the climate crisis were paying the highest price.: [6, 700, 234, 713]
- story-number-tag: No #23: [699, 849, 747, 862]
- story-number-tag: No #9: [467, 49, 515, 62]
- story-paragraph: The report shows that LDCs, SIDS and countries in Africa require the most investment to increase early warning coverage and adequately protect themselves against disasters.: [6, 530, 234, 543]
- story-paragraph: He further requested the court to declare the impugned executive actions in connection with the ECP's impugned proceedings and notices as "without jurisdiction".: [6, 473, 234, 487]
- continuation-story: [466, 360, 694, 462]
- story-header: [698, 918, 939, 933]
- continuation-story: [6, 493, 234, 792]
- story-paragraph: "The world is failing to invest in protecting the lives and livelihoods of those on the front line. Those who have done the least to cause the climate crisis are paying the highest price," said UN Secretary-General Antonio Guterres, in a video message marking the day.: [6, 510, 234, 530]
- story-paragraph: The committee has fixed the production target for other Rabi crops including gram pulses, potato, onion and tomato and fixed at 560, 6,029, 2,422 and 627 thousand tons respectively.: [698, 539, 939, 552]
- story-paragraph: Former President Masood Naqi said that alternative routes should be taken care of during the repair of the bridge. Even before this, traffic jams remained for many hours due to the repair of the Jam Sadiq bridge. He said that proper planning is mandatory before development works.: [466, 770, 694, 790]
- story-paragraph: "Early warning systems - and the ability to act on them - are proven life-savers.": [12, 739, 183, 746]
- continuation-story: [698, 968, 939, 1045]
- story-paragraph: It was agreed to work together for early completion of CASA 1000 project, which would be a harbinger of future energy corridors with Central Asia.: [238, 358, 462, 371]
- story-paragraph: The lawyer further informed the court that the funds given by the petitioner to the PTI had been confiscated, and asked how any authority could prevent someone from helping a political party.: [6, 355, 234, 369]
- story-paragraph: Referring to the latest incidents in Swat and tribal areas, Imran said terrorism incidents are rising since the PML-N-led coalition government came to power.: [698, 693, 939, 707]
- story-paragraph: On its part, the General Assembly automatically took up the resolution for debate, triggered by Russia's use of the veto in the Security Council over its attempted annexation.: [238, 1162, 462, 1175]
- story-continued-from: Continued from page 2: [552, 470, 656, 482]
- story-paragraph: Korangi project lead person Farrukh Qandhari said that uninterrupted flow of traffic should be ensured during the repair of Jam Sadiq. He said that the foundations of the bridge are already weak and timely repairs of the bridge should be completed before any untoward incident takes place.: [466, 750, 694, 770]
- story-paragraph: The Committee was informed that cotton production during current season is estimated at 6.3 million bales from an area of 2.1 million hectares.: [698, 513, 939, 526]
- story-paragraph: However, international public finance flows to developing countries in support of clean energy, has only decreased.: [466, 216, 694, 230]
- continuation-story: [466, 48, 694, 354]
- story-paragraph: The chairman P&D assured to collect all the required details and their submission to the chair within the next few days. - APP: [698, 949, 939, 962]
- story-continued-from: Continued from page 8: [790, 760, 895, 772]
- story-paragraph: As the ongoing "cypher imbroglio" deepened in the country in the aftermath of recent audio leaks, the interior minister completely eliminated any or any other agencies' role in the audio leaks and pointed fingers at individuals.: [6, 105, 234, 125]
- story-paragraph: Prime Minister Shehbaz also emphasized the importance of direct air connectivity for boosting business linkages, people-to-people contacts, and tourism. He underlined that Pakistan's Special Economic Zones (SEZs) were open for investors from Kazakhstan.: [238, 529, 462, 548]
